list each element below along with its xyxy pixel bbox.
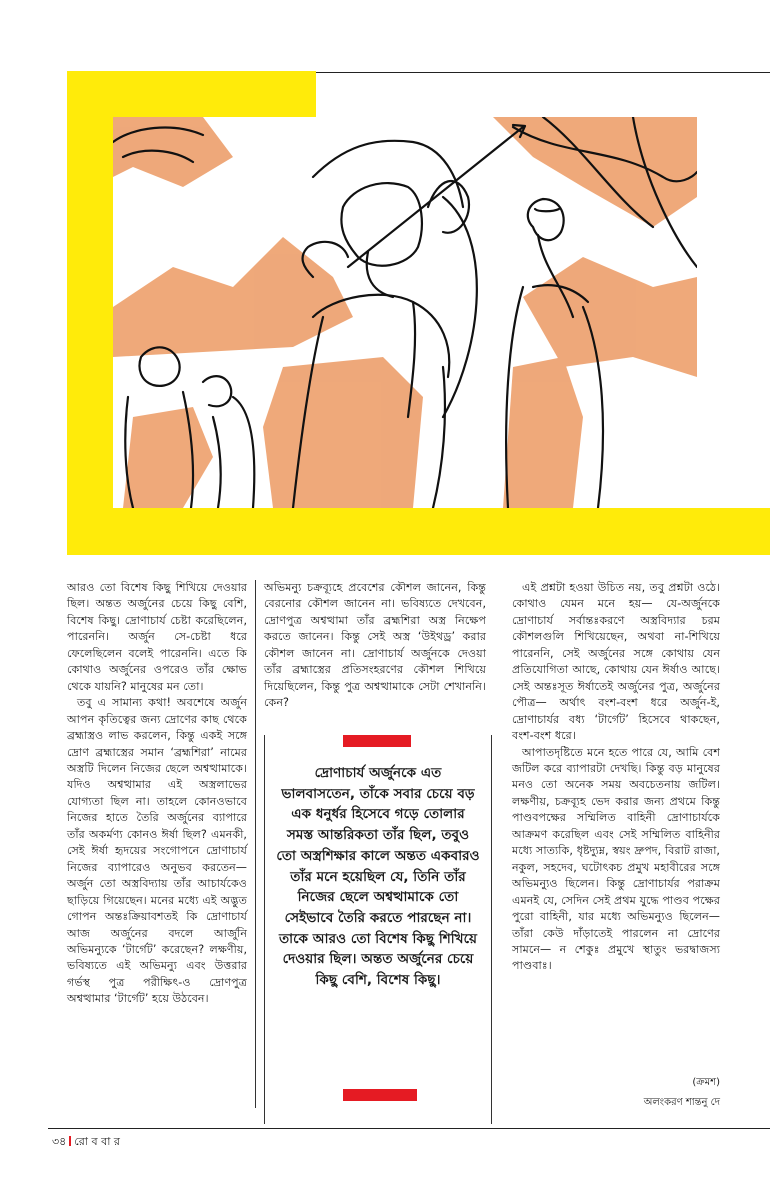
article-column-3 (512, 580, 720, 975)
folio-separator (69, 1136, 71, 1146)
pullquote-rule-right (491, 735, 492, 1124)
credit-block (580, 1073, 720, 1113)
pullquote-bottom-bar (343, 1089, 417, 1101)
pull-quote: দ্রোণাচার্য অর্জুনকে এত ভালবাসতেন, তাঁকে সবার চেয়ে বড় এক ধনুর্ধর হিসেবে গড়ে তোলার সমস্ত আন্তরিকতা তাঁর ছিল, তবুও তো অস্ত্রশিক্ষার কালে অন্তত একবারও তাঁর মনে হয়েছিল যে, তিনি তাঁর নিজের ছেলে অশ্বত্থামাকে তো সেইভাবে তৈরি করতে পারছেন না। তাকে আরও তো বিশেষ কিছু শিখিয়ে দেওয়ার ছিল। অন্তত অর্জুনের চেয়ে কিছু বেশি, বিশেষ কিছু। (276, 765, 480, 989)
article-column-2 (264, 580, 486, 712)
arjuna-archery-lesson-illustration (113, 117, 697, 508)
paragraph: আপাতদৃষ্টিতে মনে হতে পারে যে, আমি বেশ জটিল করে ব্যাপারটা দেখছি। কিন্তু বড় মানুষের মনও তো অনেক সময় অবচেতনায় জটিল। লক্ষণীয়, চক্রব্যূহ ভেদ করার জন্য প্রথমে কিন্তু পাণ্ডবপক্ষের সম্মিলিত বাহিনী দ্রোণাচার্যকে আক্রমণ করেছিল এবং সেই সম্মিলিত বাহিনীর মধ্যে সাত্যকি, ধৃষ্টদ্যুম্ন, স্বয়ং দ্রুপদ, বিরাট রাজা, নকুল, সহদেব, ঘটোৎকচ প্রমুখ মহাবীরের সঙ্গে অভিমন্যুও ছিলেন। কিন্তু দ্রোণাচার্যর পরাক্রম এমনই যে, সেদিন সেই প্রথম যুদ্ধে পাণ্ডব পক্ষের পুরো বাহিনী, যার মধ্যে অভিমন্যুও ছিলেন— তাঁরা কেউ দাঁড়াতেই পারলেন না দ্রোণের সামনে— ন শেকুঃ প্রমুখে স্থাতুং ভরদ্বাজস্য পাণ্ডবাঃ। (512, 745, 720, 973)
footer-rule (48, 1128, 770, 1129)
continued-label: (ক্রমশ) (692, 1077, 720, 1088)
header-rule (316, 72, 770, 73)
yellow-frame-bottom (67, 508, 770, 555)
article-column-1 (67, 580, 247, 1008)
paragraph: তবু এ সামান্য কথা! অবশেষে অর্জুন আপন কৃতিত্বের জন্য দ্রোণের কাছ থেকে ব্রহ্মাস্ত্রও লাভ করলেন, কিন্তু একই সঙ্গে দ্রোণ ব্রহ্মাস্ত্রের সমান ‘ব্রহ্মশিরা’ নামের অস্ত্রটি দিলেন নিজের ছেলে অশ্বত্থামাকে। যদিও অশ্বত্থামার এই অস্ত্রলাভের যোগ্যতা ছিল না। তাহলে কোনওভাবে নিজের হাতে তৈরি অর্জুনের ব্যাপারে তাঁর অকর্মণ্য কোনও ঈর্ষা ছিল? এমনকী, সেই ঈর্ষা হৃদয়ের সংগোপনে দ্রোণাচার্য নিজের ব্যাপারেও অনুভব করতেন— অর্জুন তো অস্ত্রবিদ্যায় তাঁর আচার্যকেও ছাড়িয়ে গিয়েছেন। মনের মধ্যে এই অদ্ভুত গোপন অন্তঃক্রিয়াবশতই কি দ্রোণাচার্য আজ অর্জুনের বদলে আর্জুনি অভিমন্যুকে ‘টার্গেট’ করেছেন? লক্ষণীয়, ভবিষ্যতে এই অভিমন্যু এবং উত্তরার গর্ভস্থ পুত্র পরীক্ষিৎ-ও দ্রোণপুত্র অশ্বত্থামার ‘টার্গেট’ হয়ে উঠবেন। (67, 696, 247, 1006)
paragraph: অভিমন্যু চক্রব্যূহে প্রবেশের কৌশল জানেন, কিন্তু বেরনোর কৌশল জানেন না। ভবিষ্যতে দেখবেন, দ্রোণপুত্র অশ্বত্থামা তাঁর ব্রহ্মশিরা অস্ত্র নিক্ষেপ করতে জানেন। কিন্তু সেই অস্ত্র ‘উইথড্র’ করার কৌশল জানেন না। দ্রোণাচার্য অর্জুনকে দেওয়া তাঁর ব্রহ্মাস্ত্রের প্রতিসংহরণের কৌশল শিখিয়ে দিয়েছিলেন, কিন্তু পুত্র অশ্বত্থামাকে সেটা শেখাননি। কেন? (264, 581, 486, 710)
column-divider (255, 580, 256, 1108)
paragraph: আরও তো বিশেষ কিছু শিখিয়ে দেওয়ার ছিল। অন্তত অর্জুনের চেয়ে কিছু বেশি, বিশেষ কিছু। দ্রোণাচার্য চেষ্টা করেছিলেন, পারেননি। অর্জুন সে-চেষ্টা ধরে ফেলেছিলেন বলেই পারেননি। এতে কি কোথাও অর্জুনের ওপরেও তাঁর ক্ষোভ থেকে যায়নি? মানুষের মন তো। (67, 581, 247, 693)
pullquote-top-bar (343, 735, 411, 747)
illustration-credit: অলংকরণ শান্তনু দে (643, 1097, 720, 1108)
page-footer (52, 1133, 120, 1152)
paragraph: এই প্রশ্নটা হওয়া উচিত নয়, তবু প্রশ্নটা ওঠে। কোথাও যেমন মনে হয়— যে-অর্জুনকে দ্রোণাচার্য সর্বান্তঃকরণে অস্ত্রবিদ্যার চরম কৌশলগুলি শিখিয়েছেন, অথবা না-শিখিয়ে পারেননি, সেই অর্জুনের সঙ্গে কোথায় যেন প্রতিযোগিতা আছে, কোথায় যেন ঈর্ষাও আছে। সেই অন্তঃসূত ঈর্ষাতেই অর্জুনের পুত্র, অর্জুনের পৌত্র— অর্থাৎ বংশ-বংশ ধরে অর্জুন-ই, দ্রোণাচার্যর বধ্য ‘টার্গেট’ হিসেবে থাকছেন, বংশ-বংশ ধরে। (512, 581, 720, 743)
page-number: ৩৪ (52, 1135, 67, 1148)
magazine-name: রো ব বা র (74, 1135, 120, 1148)
yellow-frame-left (67, 71, 113, 555)
pullquote-rule-left (264, 735, 265, 1124)
